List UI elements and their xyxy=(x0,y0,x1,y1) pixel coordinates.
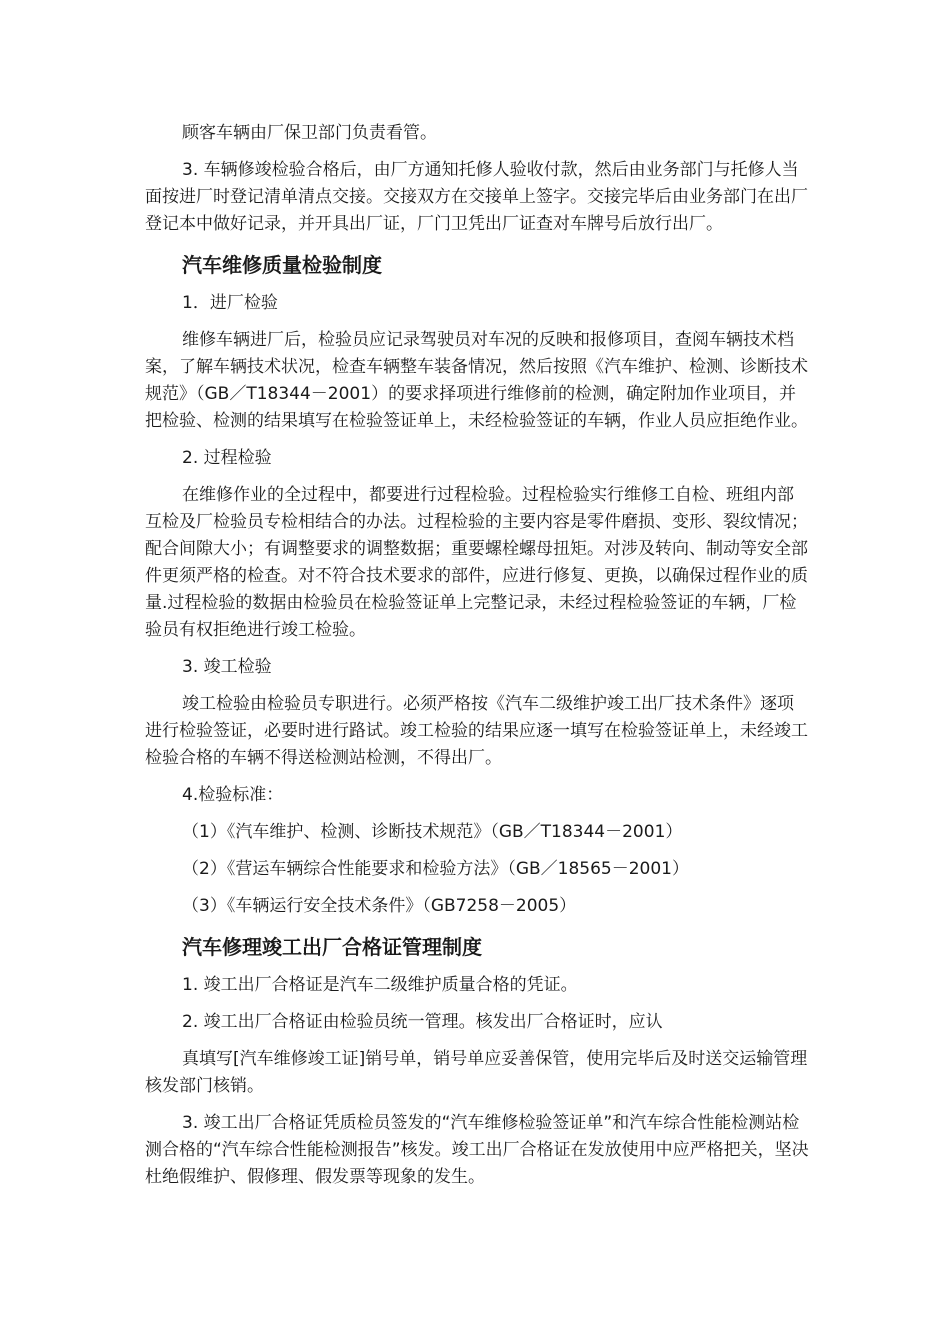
standard-item: （3）《车辆运行安全技术条件》（GB7258－2005） xyxy=(182,896,577,916)
standard-item: （2）《营运车辆综合性能要求和检验方法》（GB／18565－2001） xyxy=(182,859,689,879)
paragraph-certificate-2-cont: 真填写[汽车维修竣工证]销号单，销号单应妥善保管，使用完毕后及时送交运输管理核发部门核销。 xyxy=(145,1049,808,1096)
standard-item: （1）《汽车维护、检测、诊断技术规范》（GB／T18344－2001） xyxy=(182,822,683,842)
subheading-process-inspection: 2. 过程检验 xyxy=(182,448,272,468)
paragraph-completion-inspection: 竣工检验由检验员专职进行。必须严格按《汽车二级维护竣工出厂技术条件》逐项进行检验签证，必要时进行路试。竣工检验的结果应逐一填写在检验签证单上，未经竣工检验合格的车辆不得送检测站检测，不得出厂。 xyxy=(145,694,808,768)
subheading-entry-inspection: 1．进厂检验 xyxy=(182,293,278,313)
paragraph-process-inspection: 在维修作业的全过程中，都要进行过程检验。过程检验实行维修工自检、班组内部互检及厂检验员专检相结合的办法。过程检验的主要内容是零件磨损、变形、裂纹情况；配合间隙大小；有调整要求的调整数据；重要螺栓螺母扭矩。对涉及转向、制动等安全部件更须严格的检查。对不符合技术要求的部件，应进行修复、更换，以确保过程作业的质量.过程检验的数据由检验员在检验签证单上完整记录，未经过程检验签证的车辆，厂检验员有权拒绝进行竣工检验。 xyxy=(145,485,808,640)
paragraph-certificate-3: 3. 竣工出厂合格证凭质检员签发的“汽车维修检验签证单”和汽车综合性能检测站检测合格的“汽车综合性能检测报告”核发。竣工出厂合格证在发放使用中应严格把关，坚决杜绝假维护、假修理、假发票等现象的发生。 xyxy=(145,1113,809,1187)
section-title-certificate-management: 汽车修理竣工出厂合格证管理制度 xyxy=(182,935,482,959)
document-body xyxy=(145,120,810,1191)
paragraph-handover: 3. 车辆修竣检验合格后，由厂方通知托修人验收付款，然后由业务部门与托修人当面按进厂时登记清单清点交接。交接双方在交接单上签字。交接完毕后由业务部门在出厂登记本中做好记录，并开具出厂证，厂门卫凭出厂证查对车牌号后放行出厂。 xyxy=(145,160,808,234)
section-title-quality-inspection: 汽车维修质量检验制度 xyxy=(182,253,382,277)
paragraph-certificate-2: 2. 竣工出厂合格证由检验员统一管理。核发出厂合格证时，应认 xyxy=(182,1012,663,1032)
paragraph-entry-inspection: 维修车辆进厂后，检验员应记录驾驶员对车况的反映和报修项目，查阅车辆技术档案，了解车辆技术状况，检查车辆整车装备情况，然后按照《汽车维护、检测、诊断技术规范》（GB／T18344－2001）的要求择项进行维修前的检测，确定附加作业项目，并把检验、检测的结果填写在检验签证单上，未经检验签证的车辆，作业人员应拒绝作业。 xyxy=(145,330,808,431)
paragraph-certificate-1: 1. 竣工出厂合格证是汽车二级维护质量合格的凭证。 xyxy=(182,975,578,995)
paragraph-vehicle-custody: 顾客车辆由厂保卫部门负责看管。 xyxy=(182,123,437,143)
subheading-inspection-standards: 4.检验标准： xyxy=(182,785,284,805)
subheading-completion-inspection: 3. 竣工检验 xyxy=(182,657,272,677)
